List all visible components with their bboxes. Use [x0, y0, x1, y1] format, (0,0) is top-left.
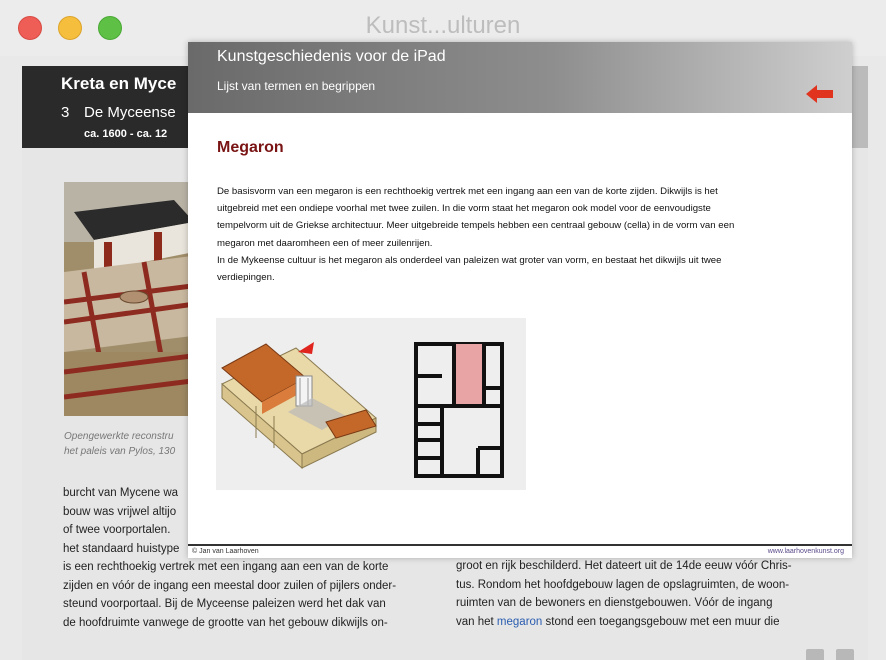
image-caption: Opengewerkte reconstru het paleis van Pylos, 130 [64, 431, 176, 457]
date-range: ca. 1600 - ca. 12 [84, 128, 168, 140]
term-description: De basisvorm van een megaron is een rechthoekig vertrek met een ingang aan een van de korte zijden. Dikwijls is het uitgebreid met een ondiepe voorhal met twee zuilen. In die vorm staat het megaron ook model voor de eenvoudigste tempelvorm uit de Griekse architectuur. Meer uitgebreide tempels hebben een centraal gebouw (cella) in de vorm van een megaron met daaromheen een of meer zuilenrijen. In de Mykeense cultuur is het megaron als onderdeel van paleizen wat groter van vorm, en bestaat het dikwijls uit twee verdiepingen. [217, 186, 735, 284]
megaron-illustration [216, 318, 526, 490]
share-icon[interactable] [806, 649, 824, 660]
text-column-left: burcht van Mycene wa bouw was vrijwel altijo of twee voorportalen. het standaard huistype is een rechthoekig vertrek met een ingang aan een van de korte zijden en vóór de ingang een meestal door zuilen of pijlers onder- steund voorportaal. Bij de Myceense paleizen werd het dak van de hoofdruimte vanwege de grootte van het gebouw dikwijls on- [63, 487, 397, 629]
popup-footer [188, 544, 852, 558]
text-column-right: groot en rijk beschilderd. Het dateert uit de 14de eeuw vóór Chris- tus. Rondom het hoofdgebouw lagen de opslagruimten, de woon- ruimten van de bewoners en dienstgebouwen. Vóór de ingang van het megaron stond een toegangsgebouw met een muur die [456, 560, 792, 628]
popup-title: Kunstgeschiedenis voor de iPad [217, 48, 446, 65]
section-title: De Myceense [84, 104, 176, 121]
window-title: Kunst...ulturen [365, 12, 521, 39]
back-arrow-icon[interactable] [806, 85, 834, 103]
megaron-3d-model [222, 342, 376, 468]
megaron-floor-plan [416, 344, 502, 476]
section-number: 3 [61, 104, 70, 121]
scrollbar[interactable] [852, 66, 868, 148]
website-link[interactable]: www.laarhovenkunst.org [767, 548, 844, 555]
chapter-title: Kreta en Myce [61, 74, 177, 93]
expand-icon[interactable] [836, 649, 854, 660]
term-title: Megaron [217, 139, 284, 156]
megaron-link[interactable]: megaron [496, 615, 543, 628]
popup-header [188, 42, 852, 113]
popup-subtitle: Lijst van termen en begrippen [217, 79, 376, 93]
glossary-popup [188, 42, 852, 558]
megaron-diagram [216, 318, 526, 490]
copyright-text: © Jan van Laarhoven [192, 548, 259, 555]
